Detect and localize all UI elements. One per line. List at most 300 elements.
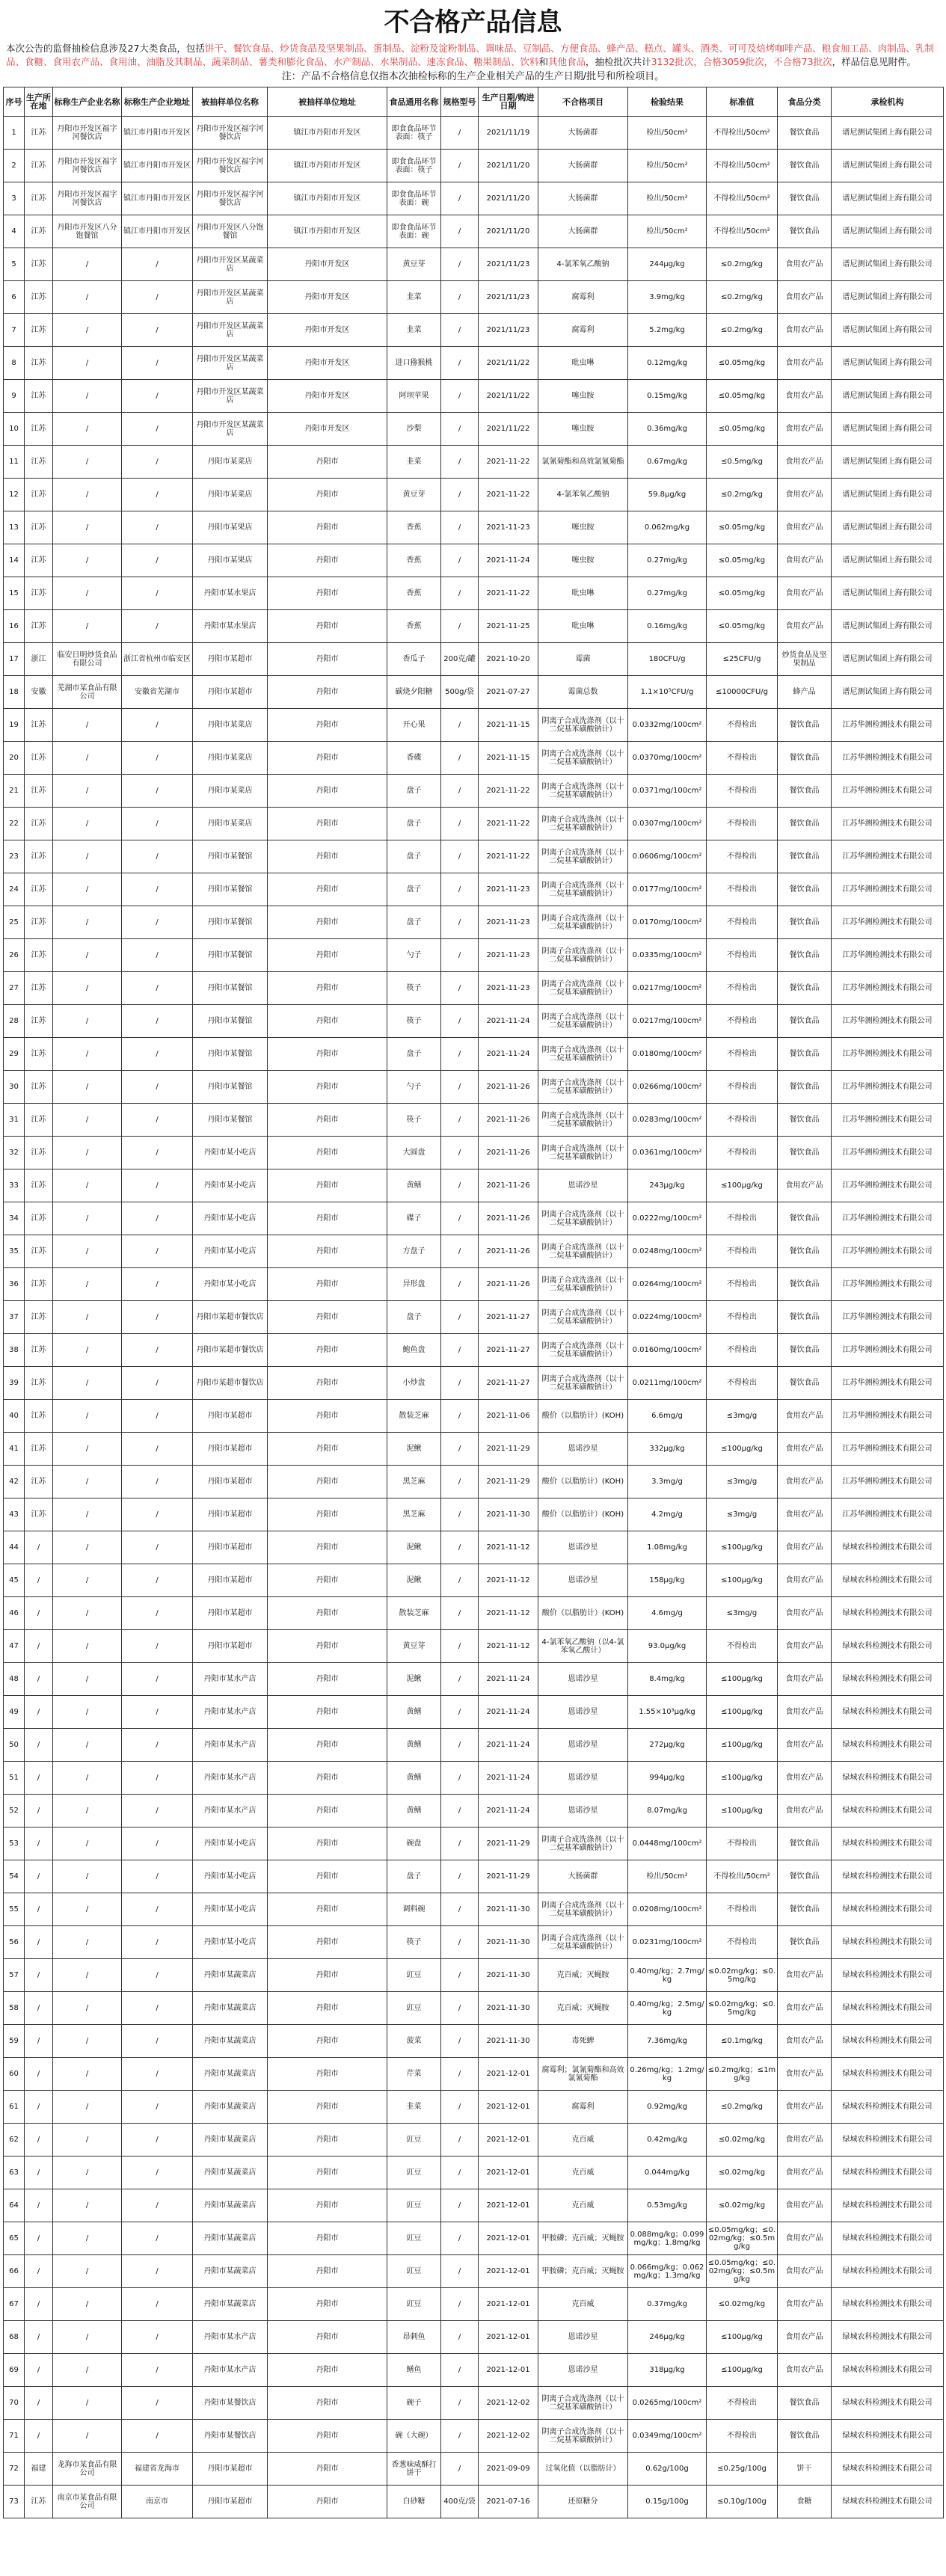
table-cell: 丹阳市	[268, 1663, 387, 1696]
table-cell: /	[53, 1795, 122, 1828]
table-row	[4, 2321, 944, 2354]
table-cell: /	[25, 1762, 53, 1795]
column-header: 检验结果	[628, 87, 707, 117]
table-cell: 丹阳市某蔬菜店	[193, 2091, 268, 2124]
table-cell: 丹阳市	[268, 2354, 387, 2387]
table-cell: 27	[4, 972, 25, 1005]
table-cell: ≤3mg/g	[707, 1466, 778, 1498]
table-cell: ≤100μg/kg	[707, 2354, 778, 2387]
table-cell: /	[53, 906, 122, 939]
table-cell: 丹阳市开发区某蔬菜店	[193, 380, 268, 413]
table-cell: ≤3mg/g	[707, 1597, 778, 1630]
table-cell: 2021-11-27	[479, 1367, 538, 1400]
table-cell: 餐饮食品	[778, 775, 832, 808]
table-cell: 盘子	[387, 1301, 441, 1334]
table-cell: /	[122, 511, 193, 544]
table-cell: /	[53, 1696, 122, 1729]
table-cell: 黄豆芽	[387, 1630, 441, 1663]
table-cell: 丹阳市开发区八分饱餐馆	[193, 215, 268, 248]
table-cell: /	[53, 2189, 122, 2222]
table-cell: 71	[4, 2420, 25, 2453]
table-cell: 安徽省芜湖市	[122, 676, 193, 709]
table-cell: 2021-11-12	[479, 1531, 538, 1564]
column-header: 被抽样单位地址	[268, 87, 387, 117]
table-cell: 243μg/kg	[628, 1169, 707, 1202]
table-cell: 泥鳅	[387, 1564, 441, 1597]
table-cell: 0.42mg/kg	[628, 2124, 707, 2157]
table-row	[4, 215, 944, 248]
table-cell: /	[25, 1696, 53, 1729]
table-cell: 13	[4, 511, 25, 544]
table-cell: 丹阳市	[268, 1893, 387, 1926]
table-cell: ≤0.02mg/kg	[707, 2288, 778, 2321]
table-row	[4, 808, 944, 840]
table-cell: 14	[4, 544, 25, 577]
table-row	[4, 1597, 944, 1630]
table-cell: 谱尼测试集团上海有限公司	[832, 577, 944, 610]
table-cell: 11	[4, 446, 25, 479]
table-cell: 蜂产品	[778, 676, 832, 709]
table-cell: 2021-12-02	[479, 2420, 538, 2453]
table-row	[4, 1137, 944, 1169]
table-cell: ≤0.02mg/kg	[707, 2157, 778, 2189]
table-cell: /	[441, 314, 479, 347]
table-cell: 2021-11-29	[479, 1860, 538, 1893]
table-cell: 小炒盘	[387, 1367, 441, 1400]
table-cell: 餐饮食品	[778, 1893, 832, 1926]
table-cell: /	[53, 840, 122, 873]
table-cell: /	[53, 972, 122, 1005]
table-cell: 0.0170mg/100cm²	[628, 906, 707, 939]
table-cell: 2021-11-26	[479, 1235, 538, 1268]
table-cell: /	[25, 1663, 53, 1696]
table-cell: 158μg/kg	[628, 1564, 707, 1597]
table-cell: 丹阳市	[268, 1433, 387, 1466]
table-cell: 丹阳市某餐馆	[193, 873, 268, 906]
table-cell: /	[441, 1860, 479, 1893]
table-row	[4, 1926, 944, 1959]
table-cell: 2021-12-01	[479, 2058, 538, 2091]
table-row	[4, 709, 944, 742]
table-cell: 57	[4, 1959, 25, 1992]
table-cell: 2021-11-26	[479, 1104, 538, 1137]
table-row	[4, 1005, 944, 1038]
table-cell: /	[441, 1597, 479, 1630]
table-cell: /	[122, 1202, 193, 1235]
table-cell: 餐饮食品	[778, 840, 832, 873]
table-cell: /	[441, 2157, 479, 2189]
table-cell: 33	[4, 1169, 25, 1202]
table-cell: 0.36mg/kg	[628, 413, 707, 446]
table-row	[4, 413, 944, 446]
table-cell: 江苏	[25, 117, 53, 150]
table-cell: /	[53, 2157, 122, 2189]
table-cell: 江苏	[25, 248, 53, 281]
table-cell: 江苏	[25, 577, 53, 610]
table-cell: 豇豆	[387, 2222, 441, 2255]
table-cell: 江苏华测检测技术有限公司	[832, 1137, 944, 1169]
table-cell: 检出/50cm²	[628, 1860, 707, 1893]
table-cell: 食用农产品	[778, 1498, 832, 1531]
table-cell: 江苏	[25, 511, 53, 544]
table-cell: /	[122, 413, 193, 446]
table-cell: /	[122, 1268, 193, 1301]
table-cell: 丹阳市	[268, 1926, 387, 1959]
table-cell: ≤0.05mg/kg	[707, 544, 778, 577]
table-cell: /	[53, 1334, 122, 1367]
table-cell: 绿城农科检测技术有限公司	[832, 1992, 944, 2025]
table-cell: /	[53, 1367, 122, 1400]
table-cell: 龙海市某食品有限公司	[53, 2453, 122, 2486]
table-cell: 丹阳市	[268, 939, 387, 972]
table-cell: 绿城农科检测技术有限公司	[832, 2025, 944, 2058]
table-cell: 食用农产品	[778, 2321, 832, 2354]
table-cell: 200克/罐	[441, 643, 479, 676]
table-cell: 2021-12-01	[479, 2157, 538, 2189]
table-cell: ≤0.2mg/kg	[707, 479, 778, 511]
table-cell: 丹阳市	[268, 676, 387, 709]
column-header: 被抽样单位名称	[193, 87, 268, 117]
table-cell: 阴离子合成洗涤剂（以十二烷基苯磺酸钠计）	[538, 775, 628, 808]
table-cell: 丹阳市	[268, 1531, 387, 1564]
table-cell: 吡虫啉	[538, 347, 628, 380]
table-cell: 5.2mg/kg	[628, 314, 707, 347]
table-cell: 谱尼测试集团上海有限公司	[832, 150, 944, 182]
table-row	[4, 2222, 944, 2255]
table-cell: 丹阳市某水产店	[193, 2321, 268, 2354]
table-cell: 丹阳市某餐馆	[193, 972, 268, 1005]
table-cell: 0.16mg/kg	[628, 610, 707, 643]
table-cell: /	[53, 1564, 122, 1597]
table-cell: 6.6mg/g	[628, 1400, 707, 1433]
table-cell: 碗（大碗）	[387, 2420, 441, 2453]
table-cell: ≤0.25g/100g	[707, 2453, 778, 2486]
table-cell: /	[441, 840, 479, 873]
table-cell: 2021-11-12	[479, 1630, 538, 1663]
table-cell: 2021-11-15	[479, 709, 538, 742]
table-cell: /	[441, 709, 479, 742]
table-cell: ≤0.02mg/kg；≤0.5mg/kg	[707, 1959, 778, 1992]
table-cell: /	[441, 1169, 479, 1202]
table-cell: /	[53, 1169, 122, 1202]
table-cell: /	[53, 775, 122, 808]
table-cell: 53	[4, 1828, 25, 1860]
table-cell: 江苏	[25, 1400, 53, 1433]
table-cell: 豇豆	[387, 2124, 441, 2157]
table-cell: 不得检出/50cm²	[707, 150, 778, 182]
table-cell: 丹阳市开发区某蔬菜店	[193, 314, 268, 347]
table-cell: /	[122, 1400, 193, 1433]
table-cell: 丹阳市某超市	[193, 1400, 268, 1433]
table-row	[4, 1334, 944, 1367]
table-cell: 食用农产品	[778, 1564, 832, 1597]
table-cell: 餐饮食品	[778, 1926, 832, 1959]
table-cell: 绿城农科检测技术有限公司	[832, 2157, 944, 2189]
table-cell: 江苏	[25, 479, 53, 511]
table-cell: 绿城农科检测技术有限公司	[832, 2288, 944, 2321]
table-row	[4, 446, 944, 479]
table-cell: 丹阳市	[268, 1828, 387, 1860]
table-cell: 丹阳市某超市	[193, 1498, 268, 1531]
table-row	[4, 676, 944, 709]
table-cell: /	[441, 1104, 479, 1137]
table-cell: /	[441, 1893, 479, 1926]
table-cell: 江苏	[25, 1466, 53, 1498]
table-cell: 江苏华测检测技术有限公司	[832, 808, 944, 840]
table-cell: /	[53, 1038, 122, 1071]
table-cell: /	[122, 742, 193, 775]
table-cell: 江苏	[25, 1005, 53, 1038]
table-cell: 65	[4, 2222, 25, 2255]
table-cell: 318μg/kg	[628, 2354, 707, 2387]
table-cell: 食用农产品	[778, 1729, 832, 1762]
table-cell: /	[441, 511, 479, 544]
table-cell: 2021-11-22	[479, 479, 538, 511]
table-cell: 0.062mg/kg	[628, 511, 707, 544]
table-cell: 丹阳市某超市餐饮店	[193, 1301, 268, 1334]
table-cell: 食用农产品	[778, 479, 832, 511]
table-cell: /	[53, 413, 122, 446]
table-cell: 检出/50cm²	[628, 182, 707, 215]
table-cell: 丹阳市某菜店	[193, 479, 268, 511]
table-cell: ≤25CFU/g	[707, 643, 778, 676]
table-cell: 29	[4, 1038, 25, 1071]
table-cell: /	[25, 2387, 53, 2420]
table-cell: 绿城农科检测技术有限公司	[832, 2321, 944, 2354]
table-cell: 16	[4, 610, 25, 643]
table-cell: 0.0180mg/100cm²	[628, 1038, 707, 1071]
table-cell: 江苏	[25, 808, 53, 840]
table-cell: /	[122, 2025, 193, 2058]
table-cell: 丹阳市	[268, 1137, 387, 1169]
table-cell: 食用农产品	[778, 2025, 832, 2058]
table-cell: /	[53, 1235, 122, 1268]
table-cell: 绿城农科检测技术有限公司	[832, 1926, 944, 1959]
table-row	[4, 2354, 944, 2387]
table-cell: 4-氯苯氧乙酸钠	[538, 248, 628, 281]
table-cell: 大肠菌群	[538, 182, 628, 215]
table-cell: /	[122, 1696, 193, 1729]
table-cell: 食用农产品	[778, 2255, 832, 2288]
table-cell: 江苏华测检测技术有限公司	[832, 840, 944, 873]
table-cell: 绿城农科检测技术有限公司	[832, 2189, 944, 2222]
table-row	[4, 610, 944, 643]
table-cell: 丹阳市	[268, 1235, 387, 1268]
table-cell: 绿城农科检测技术有限公司	[832, 2486, 944, 2518]
table-cell: 18	[4, 676, 25, 709]
table-cell: /	[441, 1630, 479, 1663]
table-cell: 不得检出	[707, 1367, 778, 1400]
table-cell: 丹阳市	[268, 1762, 387, 1795]
table-cell: /	[53, 1400, 122, 1433]
table-cell: 江苏华测检测技术有限公司	[832, 1235, 944, 1268]
table-cell: 丹阳市开发区福字河餐饮店	[193, 117, 268, 150]
table-cell: 0.27mg/kg	[628, 577, 707, 610]
table-cell: 丹阳市	[268, 775, 387, 808]
table-cell: /	[122, 1860, 193, 1893]
table-cell: 鲍鱼盘	[387, 1334, 441, 1367]
table-cell: 江苏华测检测技术有限公司	[832, 709, 944, 742]
table-cell: 阴离子合成洗涤剂（以十二烷基苯磺酸钠计）	[538, 1137, 628, 1169]
table-cell: 0.0211mg/100cm²	[628, 1367, 707, 1400]
table-cell: /	[122, 1663, 193, 1696]
table-cell: 2	[4, 150, 25, 182]
table-cell: 盘子	[387, 1038, 441, 1071]
table-cell: /	[122, 380, 193, 413]
table-cell: 谱尼测试集团上海有限公司	[832, 446, 944, 479]
table-cell: 8.07mg/kg	[628, 1795, 707, 1828]
column-header: 生产所在地	[25, 87, 53, 117]
table-cell: 丹阳市某餐馆	[193, 939, 268, 972]
table-cell: 不得检出	[707, 1071, 778, 1104]
table-cell: ≤100μg/kg	[707, 1433, 778, 1466]
table-cell: /	[122, 610, 193, 643]
table-cell: 0.0248mg/100cm²	[628, 1235, 707, 1268]
table-cell: 江苏	[25, 215, 53, 248]
table-cell: 丹阳市	[268, 2222, 387, 2255]
table-cell: /	[122, 1104, 193, 1137]
table-cell: 餐饮食品	[778, 808, 832, 840]
table-cell: 大肠菌群	[538, 117, 628, 150]
table-cell: 丹阳市开发区	[268, 413, 387, 446]
table-cell: 丹阳市	[268, 2058, 387, 2091]
table-cell: 丹阳市	[268, 1268, 387, 1301]
table-cell: 黄鳝	[387, 1696, 441, 1729]
table-cell: 47	[4, 1630, 25, 1663]
table-cell: 绿城农科检测技术有限公司	[832, 2222, 944, 2255]
table-cell: 餐饮食品	[778, 939, 832, 972]
table-cell: 豇豆	[387, 2255, 441, 2288]
table-cell: 香蕉	[387, 610, 441, 643]
table-cell: /	[441, 2091, 479, 2124]
table-row	[4, 1104, 944, 1137]
table-cell: /	[25, 2222, 53, 2255]
table-cell: 不得检出	[707, 1828, 778, 1860]
table-cell: 绿城农科检测技术有限公司	[832, 2124, 944, 2157]
table-cell: 谱尼测试集团上海有限公司	[832, 380, 944, 413]
table-cell: /	[53, 873, 122, 906]
table-cell: 碗子	[387, 2387, 441, 2420]
table-cell: 餐饮食品	[778, 742, 832, 775]
table-cell: 7	[4, 314, 25, 347]
table-cell: 即食食品环节表面：碗	[387, 182, 441, 215]
table-cell: /	[25, 1893, 53, 1926]
table-cell: 食用农产品	[778, 1762, 832, 1795]
column-header: 标称生产企业名称	[53, 87, 122, 117]
table-cell: 谱尼测试集团上海有限公司	[832, 215, 944, 248]
table-cell: 丹阳市	[268, 1729, 387, 1762]
table-cell: 丹阳市	[268, 2321, 387, 2354]
table-cell: 2021/11/22	[479, 413, 538, 446]
table-cell: 大肠菌群	[538, 150, 628, 182]
table-cell: ≤0.2mg/kg；≤1mg/kg	[707, 2058, 778, 2091]
table-cell: 检出/50cm²	[628, 150, 707, 182]
table-cell: /	[25, 1795, 53, 1828]
table-cell: 丹阳市某超市	[193, 1531, 268, 1564]
table-cell: /	[441, 2453, 479, 2486]
table-cell: /	[53, 1268, 122, 1301]
table-row	[4, 1400, 944, 1433]
table-cell: 丹阳市	[268, 2387, 387, 2420]
intro-paragraph	[0, 42, 946, 69]
table-cell: /	[122, 1334, 193, 1367]
table-cell: 江苏	[25, 446, 53, 479]
table-cell: /	[122, 1169, 193, 1202]
table-cell: /	[53, 1498, 122, 1531]
table-cell: 42	[4, 1466, 25, 1498]
table-cell: 2021-11-22	[479, 577, 538, 610]
table-cell: 食用农产品	[778, 2058, 832, 2091]
table-cell: /	[25, 2354, 53, 2387]
table-cell: 2021-11-23	[479, 939, 538, 972]
table-cell: 丹阳市	[268, 511, 387, 544]
table-cell: 丹阳市	[268, 1696, 387, 1729]
table-cell: 绿城农科检测技术有限公司	[832, 1729, 944, 1762]
table-cell: 豇豆	[387, 2288, 441, 2321]
table-cell: 韭菜	[387, 2091, 441, 2124]
table-cell: 江苏华测检测技术有限公司	[832, 1301, 944, 1334]
table-row	[4, 1433, 944, 1466]
table-row	[4, 1795, 944, 1828]
table-cell: /	[25, 1729, 53, 1762]
table-cell: 0.0332mg/100cm²	[628, 709, 707, 742]
table-cell: 筷子	[387, 1005, 441, 1038]
table-cell: 2021-11-30	[479, 1959, 538, 1992]
table-cell: 恩诺沙星	[538, 1531, 628, 1564]
table-cell: ≤100μg/kg	[707, 1696, 778, 1729]
table-cell: 不得检出	[707, 939, 778, 972]
table-cell: 丹阳市	[268, 2157, 387, 2189]
table-cell: 阴离子合成洗涤剂（以十二烷基苯磺酸钠计）	[538, 1367, 628, 1400]
table-cell: 大圆盘	[387, 1137, 441, 1169]
table-cell: 江苏华测检测技术有限公司	[832, 1400, 944, 1433]
table-cell: /	[441, 577, 479, 610]
table-row	[4, 1860, 944, 1893]
table-cell: 恩诺沙星	[538, 1169, 628, 1202]
table-cell: 0.0371mg/100cm²	[628, 775, 707, 808]
table-cell: /	[122, 2288, 193, 2321]
table-cell: 2021-11-24	[479, 1762, 538, 1795]
table-cell: 镇江市丹阳市开发区	[122, 182, 193, 215]
table-cell: /	[53, 1104, 122, 1137]
table-cell: /	[122, 2091, 193, 2124]
table-cell: 不得检出/50cm²	[707, 182, 778, 215]
table-cell: 腐霉利；氯氰菊酯和高效氯氰菊酯	[538, 2058, 628, 2091]
table-cell: 江苏华测检测技术有限公司	[832, 1104, 944, 1137]
table-cell: 江苏	[25, 182, 53, 215]
table-cell: 2021-11-26	[479, 1169, 538, 1202]
table-cell: /	[122, 1367, 193, 1400]
table-cell: /	[122, 1992, 193, 2025]
table-cell: 丹阳市某小吃店	[193, 1235, 268, 1268]
table-cell: 噻虫胺	[538, 380, 628, 413]
table-cell: 阴离子合成洗涤剂（以十二烷基苯磺酸钠计）	[538, 2420, 628, 2453]
table-cell: 25	[4, 906, 25, 939]
table-cell: 江苏华测检测技术有限公司	[832, 1169, 944, 1202]
table-row	[4, 2420, 944, 2453]
table-cell: 12	[4, 479, 25, 511]
table-cell: 0.0160mg/100cm²	[628, 1334, 707, 1367]
table-cell: 60	[4, 2058, 25, 2091]
table-cell: 不得检出	[707, 709, 778, 742]
page-title: 不合格产品信息	[384, 7, 562, 37]
table-cell: 31	[4, 1104, 25, 1137]
table-cell: /	[122, 1630, 193, 1663]
table-cell: 4	[4, 215, 25, 248]
table-cell: /	[53, 544, 122, 577]
table-cell: 丹阳市	[268, 1071, 387, 1104]
table-cell: 谱尼测试集团上海有限公司	[832, 281, 944, 314]
